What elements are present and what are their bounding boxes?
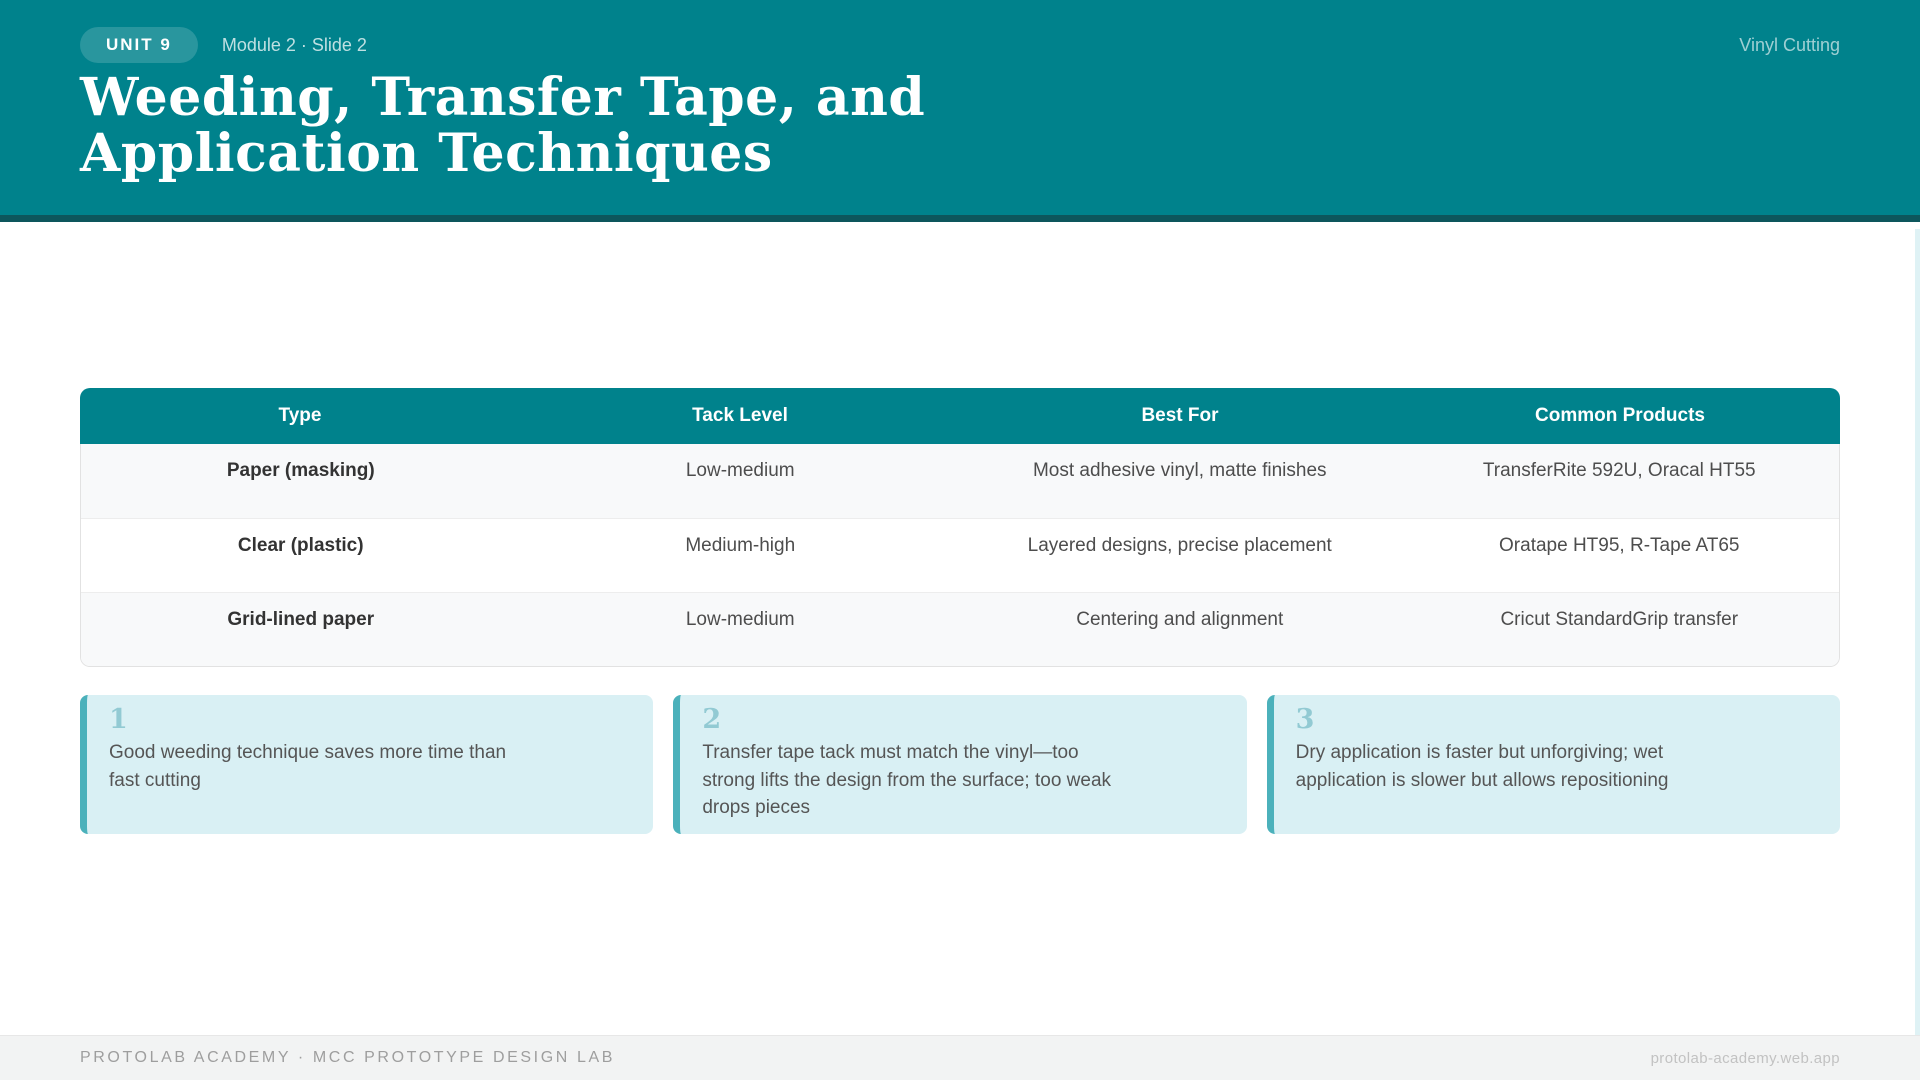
takeaway-text: Dry application is faster but unforgiving; wet application is slower but allows repositioning bbox=[1295, 742, 1669, 791]
page-title-line2: Application Techniques bbox=[80, 123, 773, 184]
table-row bbox=[81, 518, 1839, 592]
takeaway-text: Good weeding technique saves more time than fast cutting bbox=[109, 742, 507, 791]
cell-type: Grid-lined paper bbox=[227, 608, 375, 630]
cell-tack-level: Low-medium bbox=[685, 608, 795, 630]
takeaway-card-2 bbox=[673, 695, 1246, 834]
header-meta-row bbox=[80, 0, 1840, 63]
footer-brand: PROTOLAB ACADEMY · MCC PROTOTYPE DESIGN LAB bbox=[80, 1049, 616, 1066]
column-header-common-products: Common Products bbox=[1535, 405, 1705, 426]
cell-common-products: Cricut StandardGrip transfer bbox=[1500, 608, 1739, 630]
cell-type: Clear (plastic) bbox=[237, 534, 364, 556]
cell-tack-level: Low-medium bbox=[685, 460, 795, 481]
cell-best-for: Centering and alignment bbox=[1076, 608, 1284, 630]
takeaway-cards bbox=[80, 695, 1840, 834]
takeaway-number: 3 bbox=[1295, 704, 1315, 735]
scrollbar-track[interactable] bbox=[1915, 229, 1920, 1080]
column-header-tack-level: Tack Level bbox=[692, 405, 788, 426]
table-row bbox=[81, 592, 1839, 666]
cell-best-for: Most adhesive vinyl, matte finishes bbox=[1032, 460, 1327, 481]
unit-badge: UNIT 9 bbox=[80, 27, 198, 63]
materials-table bbox=[80, 388, 1840, 667]
takeaway-number: 2 bbox=[702, 704, 722, 735]
cell-common-products: Oratape HT95, R-Tape AT65 bbox=[1499, 534, 1740, 556]
takeaway-card-1 bbox=[80, 695, 653, 834]
cell-best-for: Layered designs, precise placement bbox=[1027, 534, 1332, 556]
course-label: Vinyl Cutting bbox=[1739, 34, 1840, 55]
cell-type: Paper (masking) bbox=[226, 460, 375, 481]
breadcrumb: Module 2 · Slide 2 bbox=[221, 34, 367, 55]
page-title bbox=[80, 67, 1840, 184]
table-body bbox=[80, 444, 1840, 667]
takeaway-card-3 bbox=[1267, 695, 1840, 834]
column-header-type: Type bbox=[278, 405, 322, 426]
cell-tack-level: Medium-high bbox=[685, 534, 796, 556]
column-header-best-for: Best For bbox=[1141, 405, 1219, 426]
footer bbox=[0, 1035, 1920, 1080]
header-band bbox=[0, 0, 1920, 222]
takeaway-number: 1 bbox=[109, 704, 128, 735]
cell-common-products: TransferRite 592U, Oracal HT55 bbox=[1482, 460, 1756, 481]
page-title-line1: Weeding, Transfer Tape, and bbox=[80, 67, 926, 128]
table-header-row bbox=[80, 388, 1840, 444]
takeaway-text: Transfer tape tack must match the vinyl—too strong lifts the design from the surface; too weak drops pieces bbox=[702, 742, 1112, 818]
table-row bbox=[81, 444, 1839, 518]
footer-url: protolab-academy.web.app bbox=[1650, 1049, 1840, 1067]
